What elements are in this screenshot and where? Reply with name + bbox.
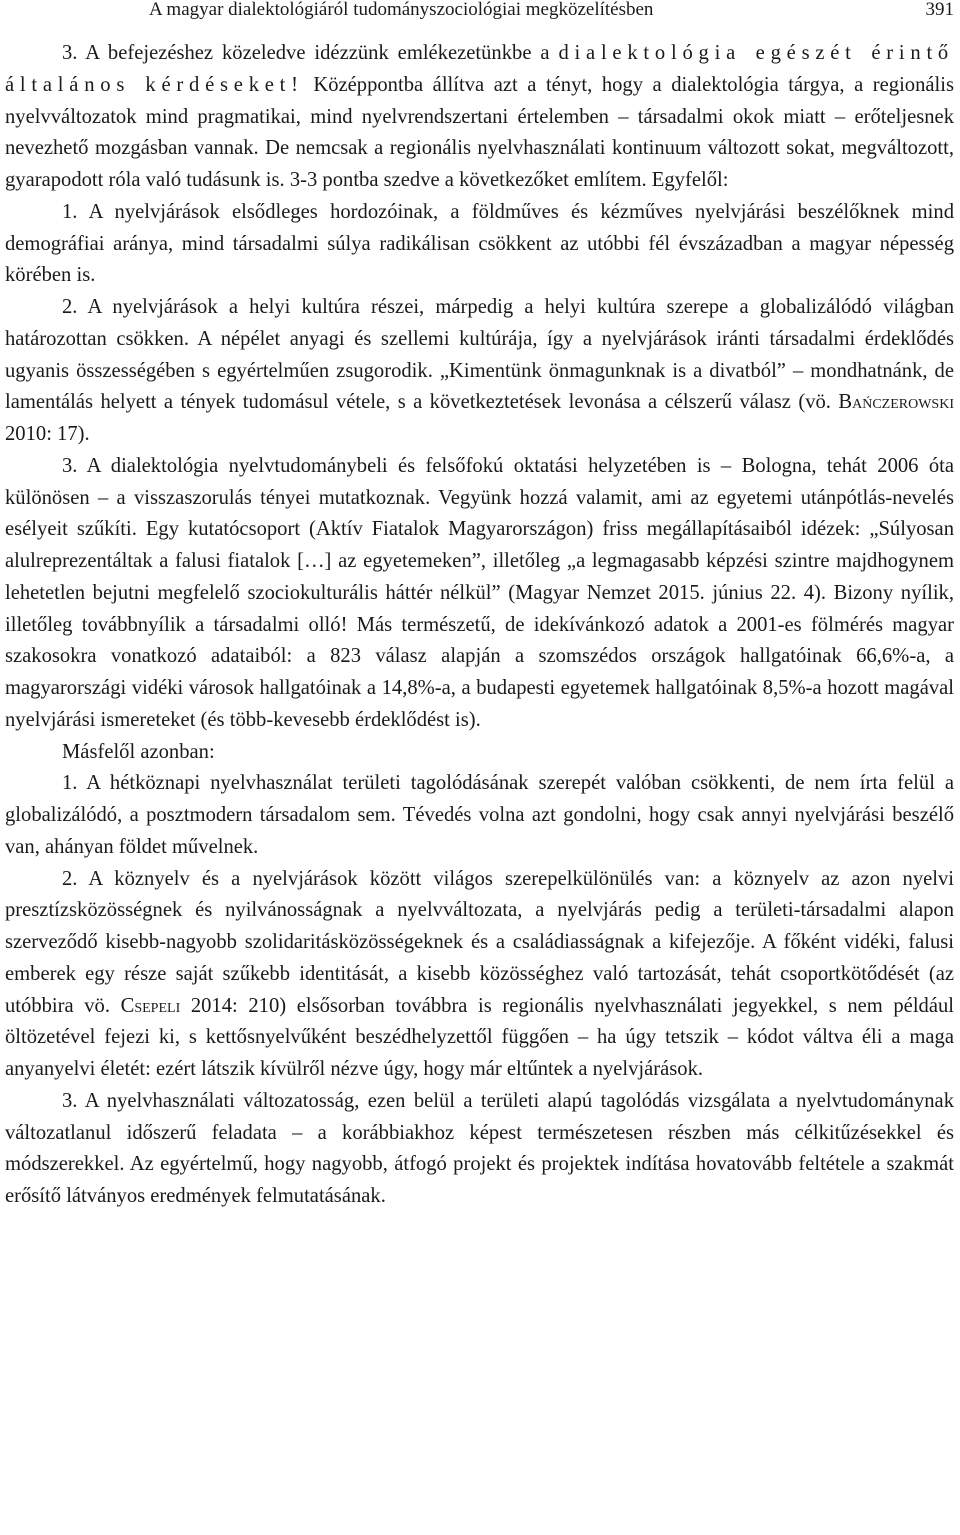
author-initial: B bbox=[838, 391, 853, 414]
author-smallcaps: ańczerowski bbox=[852, 391, 954, 414]
running-title: A magyar dialektológiáról tudományszociológiai megközelítésben bbox=[149, 0, 654, 20]
paragraph-point-3: 3. A dialektológia nyelvtudománybeli és felsőfokú oktatási helyzetében is – Bologna, tehát 2006 óta különösen – a visszaszorulás tényei mutatkoznak. Vegyünk hozzá valamit, ami az egyetemi utánpótlás-nevelés esélyeit szűkíti. Egy kutatócsoport (Aktív Fiatalok Magyarországon) friss megállapításaiból idézek: „Súlyosan alulreprezentáltak a falusi fiatalok […] az egyetemeken”, illetőleg „a legmagasabb képzési szintre majdhogynem lehetetlen bejutni megfelelő szociokulturális háttér nélkül” (Magyar Nemzet 2015. június 22. 4). Bizony nyílik, illetőleg továbbnyílik a társadalmi olló! Más természetű, de idekívánkozó adatok a 2001-es fölmérés magyar szakosokra vonatkozó adataiból: a 823 válasz alapján a szomszédos országok hallgatóinak 66,6%-a, a magyarországi vidéki városok hallgatóinak a 14,8%-a, a budapesti egyetemek hallgatóinak 8,5%-a hozott magával nyelvjárási ismereteket (és több-kevesebb érdeklődést is). bbox=[5, 454, 954, 731]
paragraph-counterpoint-3: 3. A nyelvhasználati változatosság, ezen belül a területi alapú tagolódás vizsgálata a nyelvtudománynak változatlanul időszerű feladata – a korábbiakhoz képest természetesen részben más célkitűzésekkel és módszerekkel. Az egyértelmű, hogy nagyobb, átfogó projekt és projektek indítása hovatovább feltétele a szakmát erősítő látványos eredmények felmutatásának. bbox=[5, 1089, 954, 1207]
paragraph-rest: Középpontba állítva azt a tényt, hogy a dialektológia tárgya, a regionális nyelvváltozatok mind pragmatikai, mind nyelvrendszertani értelemben – társadalmi okok miatt – erőteljesnek nevezhető mozgásban vannak. De nemcsak a regionális nyelvhasználati kontinuum változott sokat, megváltozott, gyarapodott róla való tudásunk is. 3-3 pontba szedve a következőket említem. Egyfelől: bbox=[5, 73, 954, 191]
spaced-emphasis: dialektológia egészét érintő általános kérdéseket! bbox=[5, 42, 954, 96]
paragraph-lead: 3. A befejezéshez közeledve idézzünk emlékezetünkbe a bbox=[62, 42, 550, 64]
paragraph-point-2 bbox=[5, 292, 954, 451]
paragraph-text: 2. A nyelvjárások a helyi kultúra részei, márpedig a helyi kultúra szerepe a globalizálódó világban határozottan csökken. A népélet anyagi és szellemi kultúrája, így a nyelvjárások iránti társadalmi érdeklődés ugyanis összességében s egyértelműen zsugorodik. „Kimentünk önmagunknak is a divatból” – mondhatnánk, de lamentálás helyett a tények tudomásul vétele, s a következtetések levonása a célszerű válasz (vö. bbox=[5, 296, 954, 414]
paragraph-point-1: 1. A nyelvjárások elsődleges hordozóinak, a földműves és kézműves nyelvjárási beszélőknek mind demográfiai aránya, mind társadalmi súlya radikálisan csökkent az utóbbi fél évszázadban a magyar népesség körében is. bbox=[5, 200, 954, 287]
page-number: 391 bbox=[925, 0, 954, 20]
author-smallcaps: sepeli bbox=[134, 994, 181, 1017]
paragraph-conclusion-intro bbox=[5, 38, 954, 197]
citation-tail: 2014: 210) elsősorban továbbra is regionális nyelvhasználati jegyekkel, s nem például öltözetével fejezi ki, s kettősnyelvűként beszédhelyzettől függően – ha úgy tetszik – kódot váltva éli a maga anyanyelvi életét: ezért látszik kívülről nézve úgy, hogy már eltűntek a nyelvjárások. bbox=[5, 994, 955, 1080]
author-initial: C bbox=[120, 994, 135, 1017]
citation-tail: 2010: 17). bbox=[5, 423, 90, 445]
running-head bbox=[5, 0, 954, 26]
paragraph-transition: Másfelől azonban: bbox=[62, 740, 215, 763]
paragraph-counterpoint-1: 1. A hétköznapi nyelvhasználat területi tagolódásának szerepét valóban csökkenti, de nem írta felül a globalizálódó, a posztmodern társadalom sem. Tévedés volna azt gondolni, hogy csak annyi nyelvjárási beszélő van, ahányan földet művelnek. bbox=[5, 772, 954, 858]
paragraph-counterpoint-2 bbox=[5, 864, 954, 1086]
body-text bbox=[5, 38, 954, 1213]
paragraph-text: 2. A köznyelv és a nyelvjárások között világos szerepelkülönülés van: a köznyelv az azon nyelvi presztízsközösségnek és nyilvánosságnak a nyelvváltozata, a nyelvjárás pedig a területi-társadalmi alapon szerveződő kisebb-nagyobb szolidaritásközösségeknek és a családiasságnak a kifejezője. A főként vidéki, falusi emberek egy része saját szűkebb identitását, a kisebb közösséghez való tartozását, tehát csoportkötődését (az utóbbira vö. bbox=[5, 867, 954, 1017]
